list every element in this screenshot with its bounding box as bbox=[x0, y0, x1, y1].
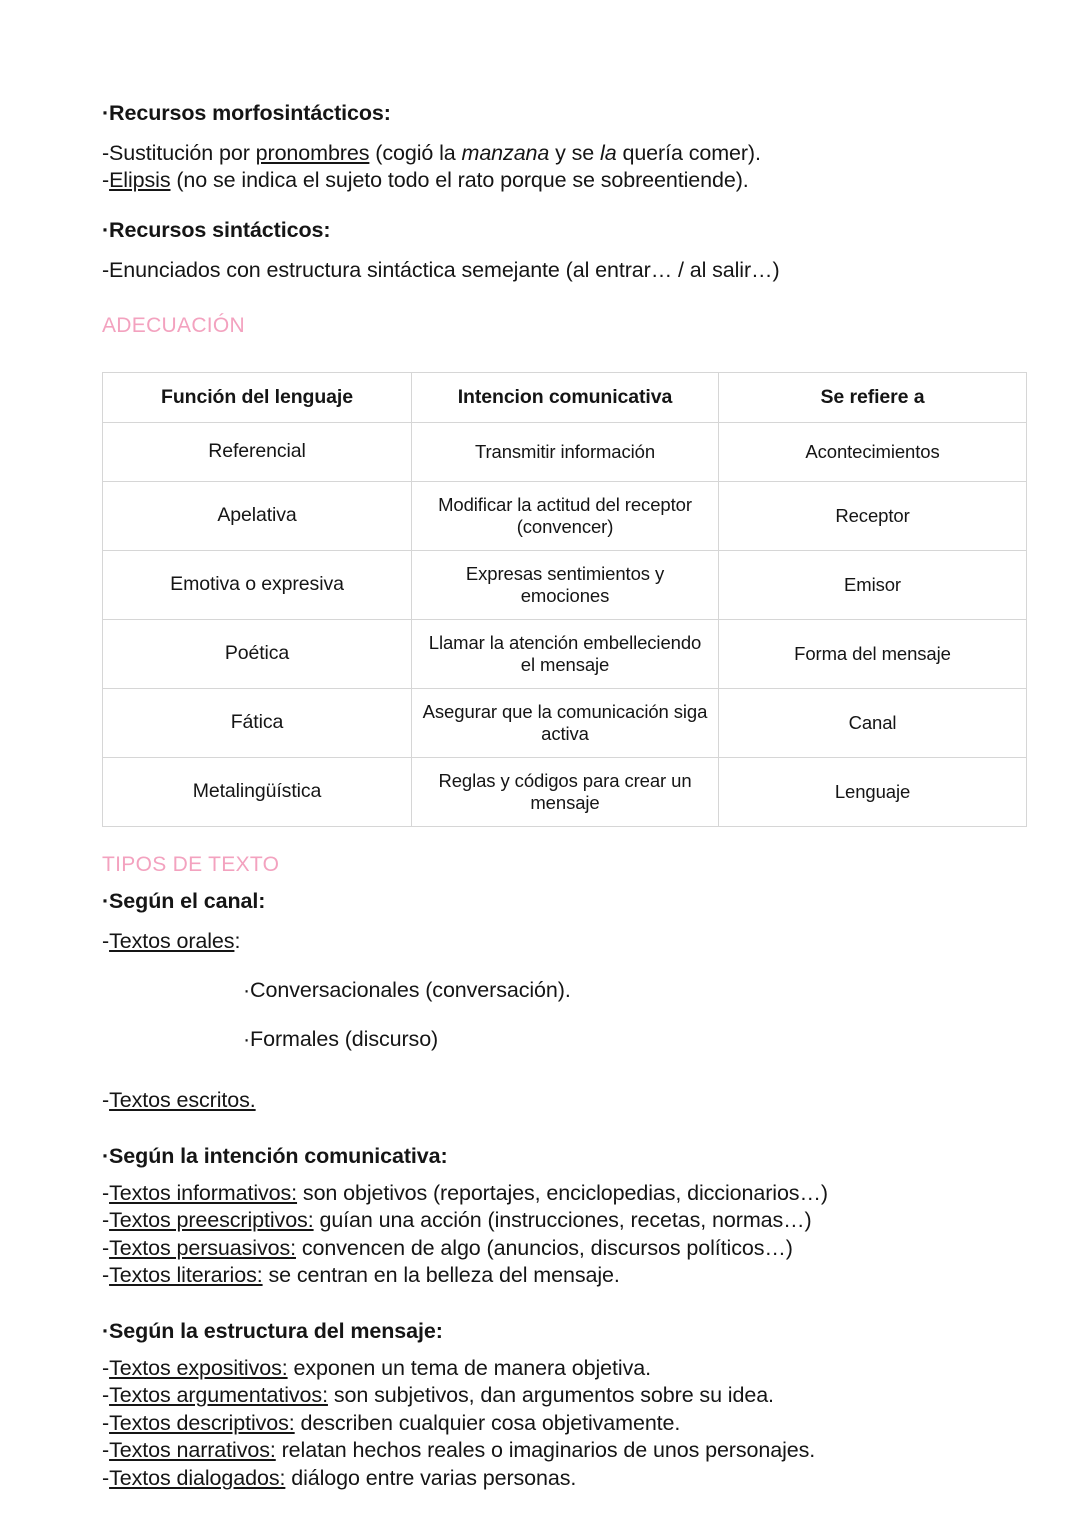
cell-intencion: Expresas sentimientos y emociones bbox=[412, 551, 719, 620]
cell-refiere: Lenguaje bbox=[719, 758, 1027, 827]
bullet-dash: - bbox=[102, 168, 110, 193]
cell-intencion: Transmitir información bbox=[412, 423, 719, 482]
spacer bbox=[102, 1075, 978, 1087]
sub-bullet-conversacionales: ·Conversacionales (conversación). bbox=[243, 977, 571, 1002]
bullet-dash: - bbox=[102, 1465, 110, 1490]
spacer bbox=[102, 1115, 978, 1143]
table-header bbox=[103, 372, 1027, 423]
table-header-row bbox=[103, 372, 1027, 423]
cell-funcion: Referencial bbox=[103, 423, 412, 482]
underlined-label: Textos informativos: bbox=[109, 1180, 298, 1205]
spacer bbox=[102, 879, 978, 888]
bullet-textos-preescriptivos bbox=[102, 1207, 978, 1235]
bullet-text-post: quería comer). bbox=[616, 140, 761, 165]
sub-bullet-formales: ·Formales (discurso) bbox=[243, 1027, 439, 1051]
table-body bbox=[103, 423, 1027, 827]
spacer bbox=[102, 827, 978, 851]
cell-intencion: Reglas y códigos para crear un mensaje bbox=[412, 758, 719, 827]
heading-recursos-morfosintacticos: ·Recursos morfosintácticos: bbox=[102, 101, 391, 125]
bullet-rest: exponen un tema de manera objetiva. bbox=[287, 1355, 651, 1380]
bullet-text-mid: (cogió la bbox=[369, 140, 462, 165]
bullet-textos-persuasivos bbox=[102, 1235, 978, 1263]
bullet-text-pre: -Sustitución por bbox=[102, 140, 256, 165]
underlined-label: Textos persuasivos: bbox=[109, 1235, 296, 1260]
bullet-textos-escritos bbox=[102, 1087, 978, 1115]
cell-funcion: Metalingüística bbox=[103, 758, 412, 827]
heading-recursos-sintacticos: ·Recursos sintácticos: bbox=[102, 217, 331, 242]
heading-segun-estructura-del-mensaje: ·Según la estructura del mensaje: bbox=[102, 1318, 443, 1343]
underlined-term-textos-orales: Textos orales bbox=[109, 928, 235, 953]
cell-intencion: Modificar la actitud del receptor (convencer) bbox=[412, 482, 719, 551]
cell-funcion: Poética bbox=[103, 620, 412, 689]
spacer bbox=[102, 127, 978, 140]
bullet-textos-narrativos bbox=[102, 1437, 978, 1465]
spacer bbox=[102, 244, 978, 257]
cell-funcion: Emotiva o expresiva bbox=[103, 551, 412, 620]
table-row bbox=[103, 551, 1027, 620]
bullet-dash: - bbox=[102, 1235, 110, 1260]
bullet-text-post: : bbox=[234, 928, 241, 953]
table-row bbox=[103, 482, 1027, 551]
heading-segun-intencion-comunicativa: ·Según la intención comunicativa: bbox=[102, 1143, 448, 1168]
table-row bbox=[103, 423, 1027, 482]
bullet-rest: son objetivos (reportajes, enciclopedias, diccionarios…) bbox=[297, 1180, 828, 1205]
spacer bbox=[102, 284, 978, 312]
underlined-label: Textos preescriptivos: bbox=[109, 1208, 314, 1233]
underlined-label: Textos dialogados: bbox=[109, 1465, 286, 1490]
bullet-sustitucion-pronombres bbox=[102, 140, 978, 168]
cell-refiere: Acontecimientos bbox=[719, 423, 1027, 482]
bullet-dash: - bbox=[102, 1410, 110, 1435]
bullet-rest: describen cualquier cosa objetivamente. bbox=[294, 1410, 681, 1435]
column-header-intencion: Intencion comunicativa bbox=[412, 372, 719, 423]
bullet-dash: - bbox=[102, 928, 110, 953]
bullet-textos-literarios bbox=[102, 1262, 978, 1290]
spacer bbox=[102, 1345, 978, 1355]
bullet-text-mid2: y se bbox=[549, 140, 601, 165]
italic-word-la: la bbox=[600, 140, 617, 165]
bullet-dash: - bbox=[102, 1355, 110, 1380]
underlined-label: Textos argumentativos: bbox=[109, 1383, 328, 1408]
bullet-textos-expositivos bbox=[102, 1355, 978, 1383]
column-header-funcion: Función del lenguaje bbox=[103, 372, 412, 423]
heading-segun-el-canal: ·Según el canal: bbox=[102, 888, 266, 913]
cell-refiere: Canal bbox=[719, 689, 1027, 758]
bullet-textos-orales bbox=[102, 928, 978, 956]
cell-intencion: Asegurar que la comunicación siga activa bbox=[412, 689, 719, 758]
heading-tipos-de-texto: TIPOS DE TEXTO bbox=[102, 853, 280, 877]
table-row bbox=[103, 620, 1027, 689]
bullet-dash: - bbox=[102, 1438, 110, 1463]
bullet-rest: guían una acción (instrucciones, recetas, normas…) bbox=[313, 1208, 812, 1233]
bullet-dash: - bbox=[102, 1180, 110, 1205]
underlined-term-elipsis: Elipsis bbox=[109, 168, 171, 193]
cell-refiere: Receptor bbox=[719, 482, 1027, 551]
funciones-del-lenguaje-table bbox=[102, 372, 1027, 828]
bullet-dash: - bbox=[102, 1208, 110, 1233]
cell-funcion: Fática bbox=[103, 689, 412, 758]
underlined-label: Textos narrativos: bbox=[109, 1438, 276, 1463]
underlined-label: Textos descriptivos: bbox=[109, 1410, 295, 1435]
bullet-textos-descriptivos bbox=[102, 1410, 978, 1438]
column-header-refiere: Se refiere a bbox=[719, 372, 1027, 423]
underlined-label: Textos literarios: bbox=[109, 1263, 263, 1288]
table-row bbox=[103, 689, 1027, 758]
bullet-dash: - bbox=[102, 1263, 110, 1288]
bullet-rest: relatan hechos reales o imaginarios de unos personajes. bbox=[275, 1438, 816, 1463]
bullet-textos-dialogados bbox=[102, 1465, 978, 1493]
cell-intencion: Llamar la atención embelleciendo el mensaje bbox=[412, 620, 719, 689]
bullet-rest: convencen de algo (anuncios, discursos políticos…) bbox=[295, 1235, 793, 1260]
spacer bbox=[102, 915, 978, 928]
cell-refiere: Emisor bbox=[719, 551, 1027, 620]
cell-funcion: Apelativa bbox=[103, 482, 412, 551]
bullet-rest: son subjetivos, dan argumentos sobre su idea. bbox=[327, 1383, 774, 1408]
bullet-textos-informativos bbox=[102, 1180, 978, 1208]
table-row bbox=[103, 758, 1027, 827]
bullet-dash: - bbox=[102, 1383, 110, 1408]
underlined-label: Textos expositivos: bbox=[109, 1355, 288, 1380]
cell-refiere: Forma del mensaje bbox=[719, 620, 1027, 689]
bullet-textos-argumentativos bbox=[102, 1382, 978, 1410]
bullet-dash: - bbox=[102, 1088, 110, 1113]
bullet-rest: se centran en la belleza del mensaje. bbox=[262, 1263, 620, 1288]
spacer bbox=[102, 1290, 978, 1318]
underlined-term-textos-escritos: Textos escritos. bbox=[109, 1088, 256, 1113]
spacer bbox=[102, 1170, 978, 1180]
bullet-elipsis bbox=[102, 167, 978, 195]
heading-adecuacion: ADECUACIÓN bbox=[102, 314, 246, 338]
italic-word-manzana: manzana bbox=[461, 140, 550, 165]
bullet-enunciados: -Enunciados con estructura sintáctica semejante (al entrar… / al salir…) bbox=[102, 257, 780, 282]
bullet-text-post: (no se indica el sujeto todo el rato porque se sobreentiende). bbox=[170, 168, 749, 193]
spacer bbox=[102, 340, 978, 372]
underlined-term-pronombres: pronombres bbox=[255, 140, 370, 165]
bullet-rest: diálogo entre varias personas. bbox=[285, 1465, 577, 1490]
spacer bbox=[102, 195, 978, 217]
